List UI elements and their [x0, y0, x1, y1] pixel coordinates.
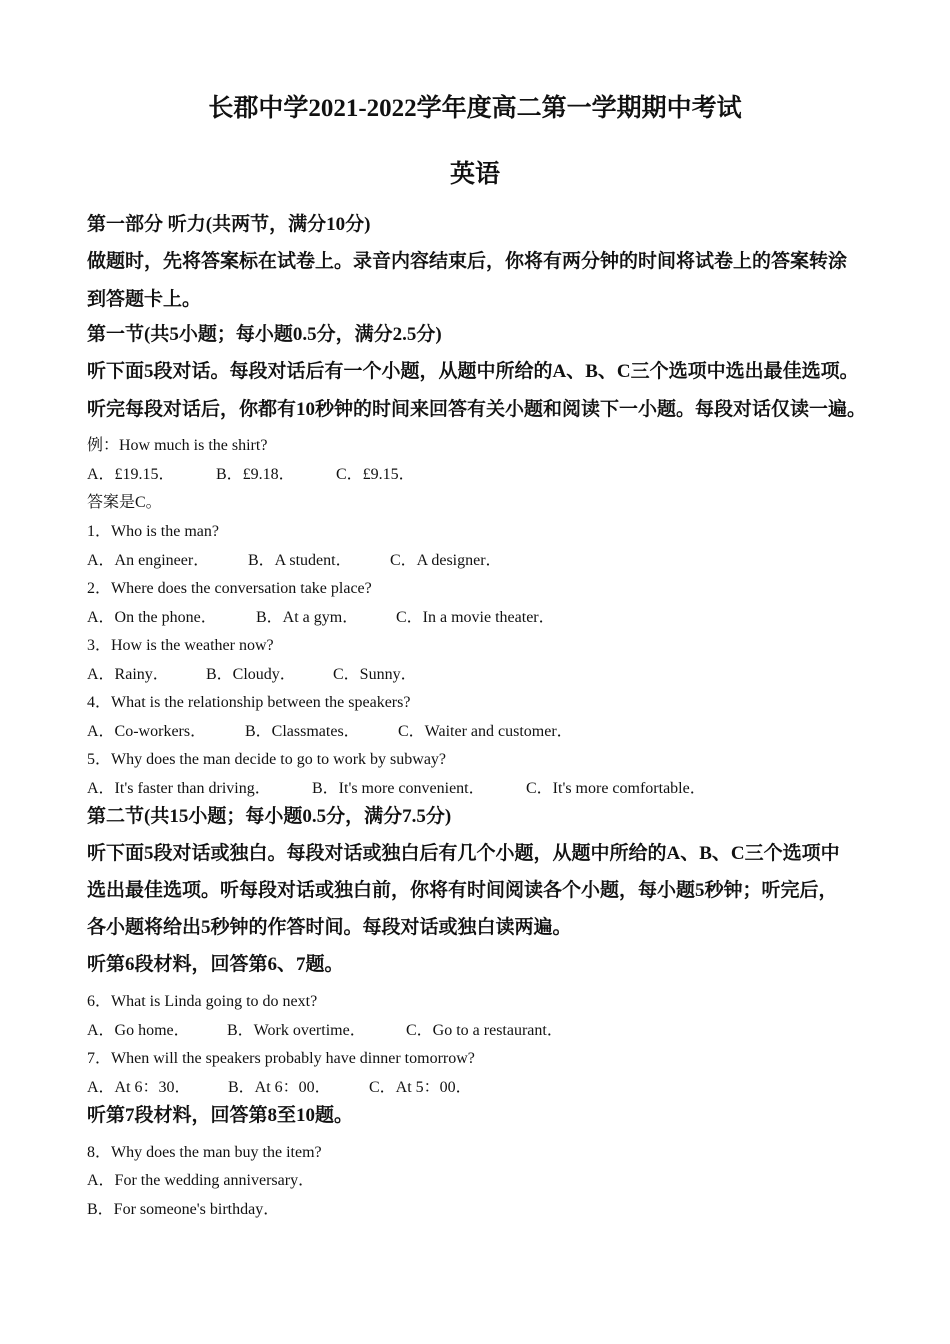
question-4: 4．What is the relationship between the speakers?: [87, 694, 411, 711]
part1-instruction-line: 到答题卡上。: [87, 289, 202, 310]
option-c: C．Sunny．: [333, 666, 417, 683]
option-a: A．It's faster than driving．: [87, 780, 271, 797]
material-6-heading: 听第6段材料，回答第6、7题。: [87, 954, 344, 975]
section2-instruction-line: 各小题将给出5秒钟的作答时间。每段对话或独白读两遍。: [87, 917, 572, 938]
option-c: C．In a movie theater．: [396, 609, 555, 626]
part1-instruction-line: 做题时，先将答案标在试卷上。录音内容结束后，你将有两分钟的时间将试卷上的答案转涂: [87, 251, 848, 272]
question-8-option-a: A．For the wedding anniversary．: [87, 1172, 315, 1189]
section1-instruction-line: 听完每段对话后，你都有10秒钟的时间来回答有关小题和阅读下一小题。每段对话仅读一遍。: [87, 399, 867, 420]
option-b: B．It's more convenient．: [312, 780, 485, 797]
question-1: 1．Who is the man?: [87, 523, 219, 540]
subject-title: 英语: [449, 161, 500, 188]
example-question: 例：How much is the shirt?: [87, 437, 268, 454]
option-c: C．At 5：00．: [369, 1079, 472, 1096]
material-7-heading: 听第7段材料，回答第8至10题。: [87, 1105, 354, 1126]
section2-heading: 第二节(共15小题；每小题0.5分，满分7.5分): [87, 806, 452, 827]
option-a: A．On the phone．: [87, 609, 217, 626]
option-a: A．Go home．: [87, 1022, 190, 1039]
question-2: 2．Where does the conversation take place?: [87, 580, 372, 597]
option-c: C．Waiter and customer．: [398, 723, 573, 740]
question-3: 3．How is the weather now?: [87, 637, 274, 654]
question-3-options: [87, 661, 417, 684]
option-c: C．£9.15．: [336, 466, 415, 483]
option-c: C．It's more comfortable．: [526, 780, 706, 797]
option-a: A．Co-workers．: [87, 723, 207, 740]
section2-instruction-line: 选出最佳选项。听每段对话或独白前，你将有时间阅读各个小题，每小题5秒钟；听完后，: [87, 880, 838, 901]
question-5: 5．Why does the man decide to go to work by subway?: [87, 751, 447, 768]
option-b: B．At a gym．: [256, 609, 359, 626]
option-b: B．A student．: [248, 552, 352, 569]
section1-heading: 第一节(共5小题；每小题0.5分，满分2.5分): [87, 324, 442, 345]
question-2-options: [87, 604, 555, 627]
section2-instruction-line: 听下面5段对话或独白。每段对话或独白后有几个小题，从题中所给的A、B、C三个选项中: [87, 843, 840, 864]
question-5-options: [87, 775, 706, 798]
question-6-options: [87, 1017, 563, 1040]
part1-heading: 第一部分 听力(共两节，满分10分): [87, 214, 371, 235]
question-1-options: [87, 547, 502, 570]
section1-instruction-line: 听下面5段对话。每段对话后有一个小题，从题中所给的A、B、C三个选项中选出最佳选项。: [87, 361, 859, 382]
exam-title: 长郡中学2021-2022学年度高二第一学期期中考试: [208, 95, 742, 122]
question-8: 8．Why does the man buy the item?: [87, 1144, 322, 1161]
example-options: [87, 461, 415, 484]
option-a: A．£19.15．: [87, 466, 175, 483]
option-c: C．A designer．: [390, 552, 502, 569]
option-b: B．Work overtime．: [227, 1022, 366, 1039]
question-4-options: [87, 718, 573, 741]
option-a: A．At 6：30．: [87, 1079, 191, 1096]
example-answer: 答案是C。: [87, 494, 162, 511]
question-6: 6．What is Linda going to do next?: [87, 993, 318, 1010]
question-7: 7．When will the speakers probably have dinner tomorrow?: [87, 1050, 475, 1067]
option-b: B．At 6：00．: [228, 1079, 331, 1096]
option-b: B．Classmates．: [245, 723, 360, 740]
question-7-options: [87, 1074, 472, 1097]
option-b: B．Cloudy．: [206, 666, 296, 683]
option-b: B．£9.18．: [216, 466, 295, 483]
option-c: C．Go to a restaurant．: [406, 1022, 563, 1039]
option-a: A．An engineer．: [87, 552, 210, 569]
option-a: A．Rainy．: [87, 666, 169, 683]
question-8-option-b: B．For someone's birthday．: [87, 1201, 280, 1218]
